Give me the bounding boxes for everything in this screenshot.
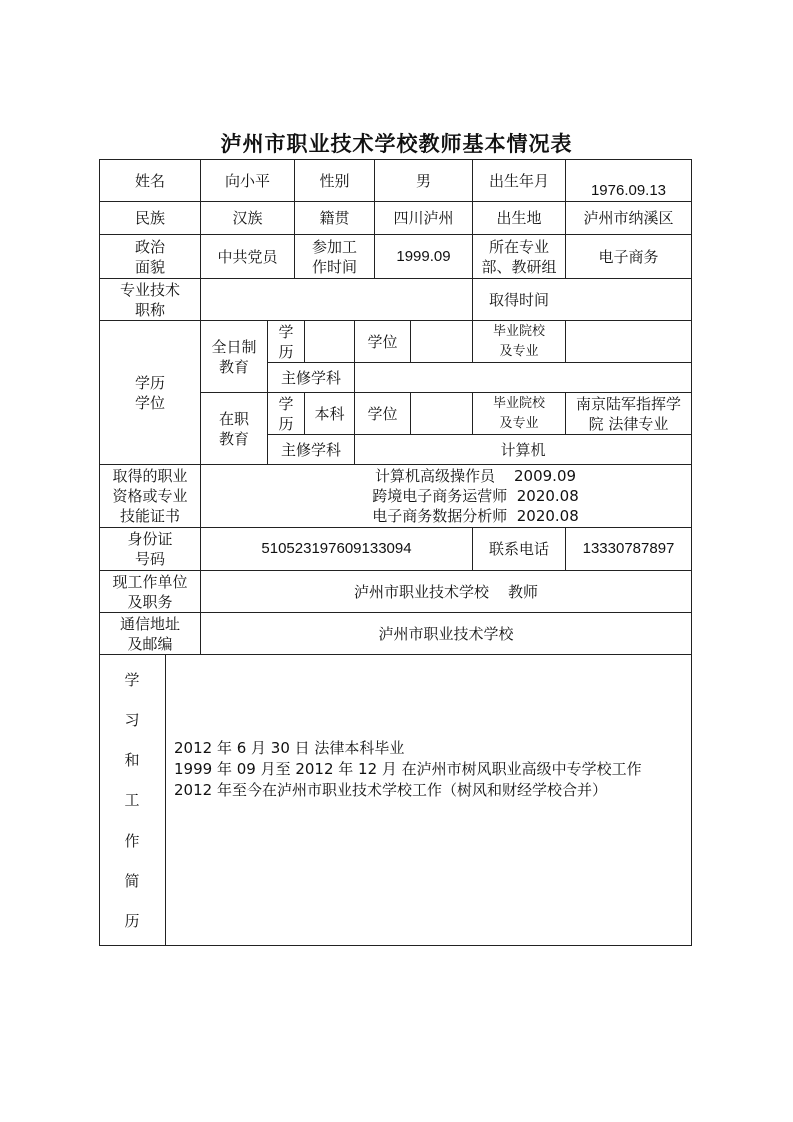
- resume-list: [174, 738, 642, 801]
- value-inservice-school-line2: 院 法律专业: [588, 414, 669, 433]
- value-native-place: 四川泸州: [393, 209, 454, 227]
- label-address-line1: 通信地址: [119, 614, 180, 633]
- label-resume-char: 和: [124, 751, 140, 770]
- label-resume-char: 简: [124, 872, 140, 891]
- value-inservice-school-line1: 南京陆军指挥学: [575, 394, 681, 413]
- label-unit-line2: 及职务: [127, 592, 173, 611]
- label-education-line2: 学位: [134, 393, 165, 412]
- label-id-line1: 身份证: [127, 530, 173, 548]
- label-resume: [115, 655, 181, 945]
- value-address: 泸州市职业技术学校: [378, 624, 514, 643]
- label-fulltime-school-line1: 毕业院校: [492, 323, 545, 339]
- label-name: 姓名: [134, 171, 165, 190]
- label-inservice-line1: 在职: [218, 409, 249, 428]
- label-fulltime-school: [473, 321, 565, 362]
- label-certs-line3: 技能证书: [119, 507, 180, 525]
- label-fulltime-edu-line1: 学: [278, 322, 294, 341]
- label-education: [100, 321, 200, 464]
- label-inservice-school: [473, 393, 565, 434]
- label-inservice-major: 主修学科: [280, 440, 341, 459]
- value-gender: 男: [415, 171, 431, 190]
- label-work-start-line2: 作时间: [311, 257, 357, 276]
- label-inservice-school-line1: 毕业院校: [492, 395, 545, 411]
- value-politics: 中共党员: [217, 247, 278, 266]
- value-birthplace: 泸州市纳溪区: [583, 209, 674, 227]
- label-politics: [100, 235, 200, 278]
- label-address: [100, 613, 200, 654]
- value-work-start: 1999.09: [396, 247, 451, 265]
- label-inservice-edu-line2: 历: [278, 414, 294, 433]
- label-fulltime-edu-line2: 历: [278, 342, 294, 361]
- label-resume-char: 工: [124, 791, 140, 810]
- label-fulltime-edu: [268, 321, 304, 362]
- label-education-line1: 学历: [134, 373, 165, 392]
- value-dept: 电子商务: [598, 247, 659, 266]
- value-inservice-degree: [411, 393, 472, 434]
- label-ethnicity: 民族: [134, 209, 165, 227]
- value-inservice-edu: 本科: [314, 404, 345, 423]
- cert-item: 计算机高级操作员 2009.09: [374, 467, 577, 485]
- label-resume-char: 作: [124, 831, 140, 850]
- cert-item: 跨境电子商务运营师 2020.08: [372, 487, 579, 505]
- label-work-start-line1: 参加工: [311, 237, 357, 256]
- label-resume-char: 习: [124, 710, 140, 729]
- value-obtain-time: [566, 279, 691, 320]
- value-fulltime-degree: [411, 321, 472, 362]
- value-unit: 泸州市职业技术学校 教师: [353, 582, 539, 601]
- label-address-line2: 及邮编: [127, 634, 173, 653]
- label-fulltime-school-line2: 及专业: [499, 343, 539, 359]
- value-phone: 13330787897: [582, 540, 675, 557]
- label-fulltime-degree: 学位: [367, 332, 398, 351]
- value-fulltime-school: [566, 321, 691, 362]
- label-phone: 联系电话: [488, 540, 549, 558]
- value-name: 向小平: [224, 171, 270, 190]
- label-dept-line1: 所在专业: [488, 237, 549, 256]
- value-title: [201, 279, 472, 320]
- label-title: [100, 279, 200, 320]
- value-id: 510523197609133094: [261, 540, 412, 557]
- label-fulltime-line1: 全日制: [211, 337, 257, 356]
- label-birthplace: 出生地: [496, 209, 542, 227]
- label-obtain-time: 取得时间: [488, 290, 549, 309]
- label-fulltime-major: 主修学科: [280, 368, 341, 387]
- value-fulltime-edu: [305, 321, 354, 362]
- page-title: 泸州市职业技术学校教师基本情况表: [220, 132, 573, 156]
- label-gender: 性别: [319, 171, 350, 190]
- label-dept: [473, 235, 565, 278]
- label-certs-line2: 资格或专业: [112, 487, 188, 505]
- value-inservice-school: [566, 393, 691, 434]
- label-inservice-edu: [268, 393, 304, 434]
- label-id-line2: 号码: [134, 550, 165, 568]
- label-title-line1: 专业技术: [119, 280, 180, 299]
- label-inservice: [201, 393, 267, 464]
- cert-item: 电子商务数据分析师 2020.08: [372, 507, 579, 525]
- certs-list: [200, 465, 691, 527]
- label-id: [100, 528, 200, 570]
- label-resume-char: 历: [124, 912, 140, 931]
- label-title-line2: 职称: [134, 300, 165, 319]
- label-politics-line1: 政治: [134, 237, 165, 256]
- label-unit: [100, 571, 200, 612]
- value-birth: 1976.09.13: [590, 181, 667, 199]
- value-ethnicity: 汉族: [232, 209, 263, 227]
- label-unit-line1: 现工作单位: [112, 572, 188, 591]
- label-inservice-degree: 学位: [367, 404, 398, 423]
- label-native-place: 籍贯: [319, 209, 350, 227]
- label-resume-char: 学: [124, 670, 140, 689]
- label-inservice-line2: 教育: [218, 429, 249, 448]
- label-birth: 出生年月: [488, 171, 549, 190]
- label-dept-line2: 部、教研组: [481, 257, 557, 276]
- label-inservice-school-line2: 及专业: [499, 415, 539, 431]
- resume-item: 2012 年 6 月 30 日 法律本科毕业: [174, 739, 405, 757]
- resume-item: 1999 年 09 月至 2012 年 12 月 在泸州市树风职业高级中专学校工作: [174, 760, 642, 778]
- label-politics-line2: 面貌: [134, 257, 165, 276]
- resume-item: 2012 年至今在泸州市职业技术学校工作（树风和财经学校合并）: [174, 781, 607, 799]
- label-certs: [100, 465, 200, 527]
- label-fulltime-line2: 教育: [218, 357, 249, 376]
- label-inservice-edu-line1: 学: [278, 394, 294, 413]
- value-inservice-major: 计算机: [500, 440, 546, 459]
- label-certs-line1: 取得的职业: [112, 467, 188, 485]
- label-work-start: [295, 235, 374, 278]
- value-fulltime-major: [355, 363, 691, 392]
- label-fulltime: [201, 321, 267, 392]
